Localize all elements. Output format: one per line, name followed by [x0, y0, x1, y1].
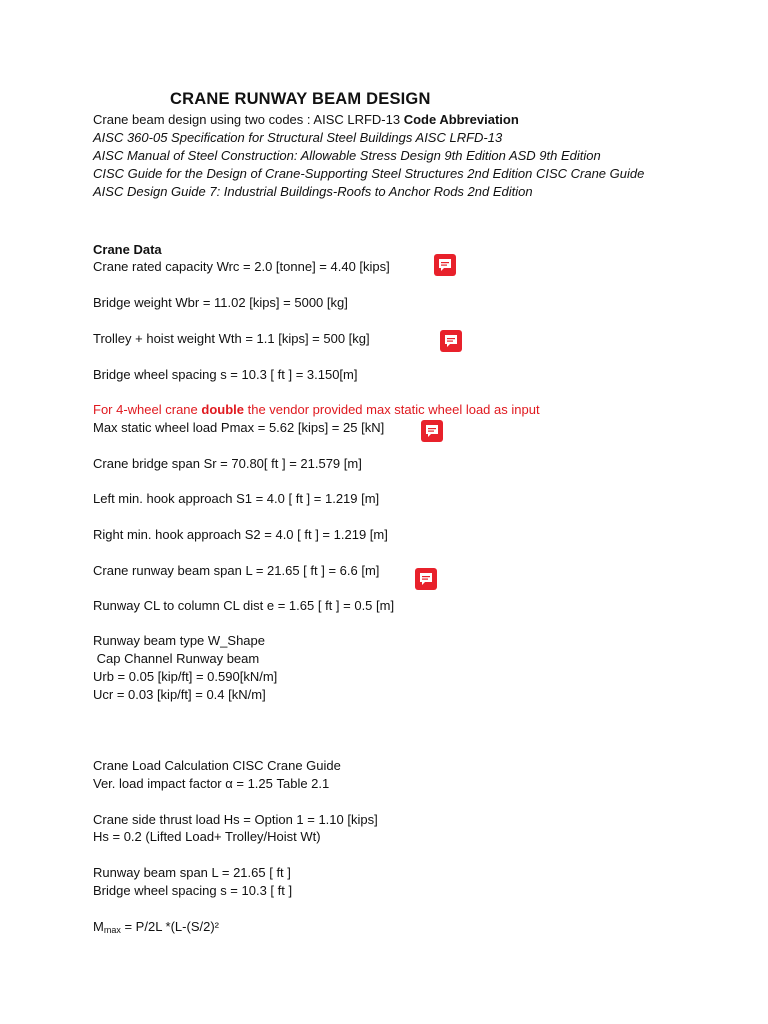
rated-capacity: Crane rated capacity Wrc = 2.0 [tonne] = 4.40 [kips] — [93, 259, 390, 274]
wheel-spacing: Bridge wheel spacing s = 10.3 [ ft ] = 3.150[m] — [93, 367, 358, 382]
mmax-symbol: M — [93, 919, 104, 934]
cap-channel: Cap Channel Runway beam — [93, 651, 260, 666]
runway-beam-span: Crane runway beam span L = 21.65 [ ft ] = 6.6 [m] — [93, 563, 380, 578]
mmax-formula — [93, 919, 219, 938]
comment-icon[interactable] — [434, 254, 456, 276]
mmax-expression: = P/2L *(L-(S/2)² — [120, 919, 219, 934]
red-note-bold: double — [201, 402, 244, 417]
cl-distance: Runway CL to column CL dist e = 1.65 [ ft ] = 0.5 [m] — [93, 598, 395, 613]
bridge-weight: Bridge weight Wbr = 11.02 [kips] = 5000 [kg] — [93, 295, 348, 310]
wheel-spacing-2: Bridge wheel spacing s = 10.3 [ ft ] — [93, 883, 293, 898]
red-note-text: the vendor provided max static wheel load as input — [244, 402, 540, 417]
runway-beam-span-2: Runway beam span L = 21.65 [ ft ] — [93, 865, 291, 880]
code-line: AISC 360-05 Specification for Structural Steel Buildings AISC LRFD-13 — [93, 130, 503, 145]
ucr-value: Ucr = 0.03 [kip/ft] = 0.4 [kN/m] — [93, 687, 266, 702]
hs-formula: Hs = 0.2 (Lifted Load+ Trolley/Hoist Wt) — [93, 829, 321, 844]
beam-type: Runway beam type W_Shape — [93, 633, 265, 648]
red-note — [93, 402, 540, 418]
code-line: AISC Manual of Steel Construction: Allowable Stress Design 9th Edition ASD 9th Edition — [93, 148, 601, 163]
intro-bold: Code Abbreviation — [403, 112, 519, 127]
right-hook-approach: Right min. hook approach S2 = 4.0 [ ft ] = 1.219 [m] — [93, 527, 388, 542]
comment-icon[interactable] — [415, 568, 437, 590]
side-thrust: Crane side thrust load Hs = Option 1 = 1.10 [kips] — [93, 812, 378, 827]
bridge-span: Crane bridge span Sr = 70.80[ ft ] = 21.579 [m] — [93, 456, 362, 471]
comment-icon[interactable] — [421, 420, 443, 442]
trolley-weight: Trolley + hoist weight Wth = 1.1 [kips] = 500 [kg] — [93, 331, 370, 346]
mmax-subscript: max — [103, 925, 121, 935]
intro-text: Crane beam design using two codes : AISC LRFD-13 — [93, 112, 404, 127]
crane-data-heading: Crane Data — [93, 242, 162, 257]
load-calc-heading: Crane Load Calculation CISC Crane Guide — [93, 758, 341, 773]
left-hook-approach: Left min. hook approach S1 = 4.0 [ ft ] = 1.219 [m] — [93, 491, 380, 506]
code-line: CISC Guide for the Design of Crane-Supporting Steel Structures 2nd Edition CISC Crane Guide — [93, 166, 645, 181]
code-line: AISC Design Guide 7: Industrial Buildings-Roofs to Anchor Rods 2nd Edition — [93, 184, 533, 199]
red-note-text: For 4-wheel crane — [93, 402, 202, 417]
urb-value: Urb = 0.05 [kip/ft] = 0.590[kN/m] — [93, 669, 278, 684]
max-wheel-load: Max static wheel load Pmax = 5.62 [kips] = 25 [kN] — [93, 420, 385, 435]
page-title: CRANE RUNWAY BEAM DESIGN — [170, 90, 431, 108]
impact-factor: Ver. load impact factor α = 1.25 Table 2.1 — [93, 776, 330, 791]
intro-line — [93, 112, 519, 128]
comment-icon[interactable] — [440, 330, 462, 352]
